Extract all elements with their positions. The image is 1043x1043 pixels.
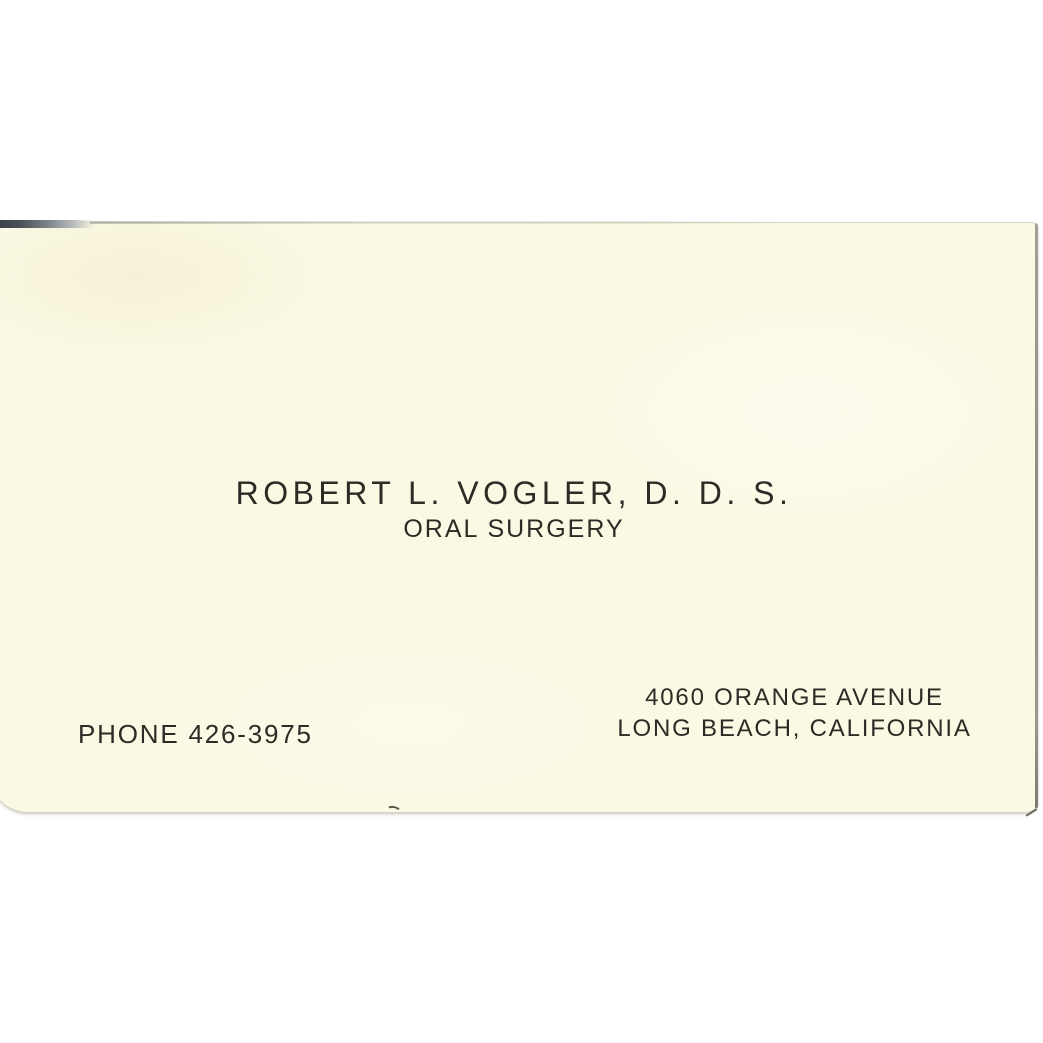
address-line-1: 4060 ORANGE AVENUE bbox=[645, 684, 944, 711]
card-top-edge bbox=[90, 221, 798, 224]
cardholder-name: ROBERT L. VOGLER, D. D. S. bbox=[235, 475, 793, 511]
scan-edge-artifact bbox=[0, 220, 94, 228]
phone-number: PHONE 426-3975 bbox=[78, 719, 313, 749]
business-card bbox=[0, 222, 1038, 812]
address-block bbox=[552, 682, 1037, 744]
bottom-right-corner-mark bbox=[1025, 808, 1037, 817]
address-line-2: LONG BEACH, CALIFORNIA bbox=[617, 715, 972, 742]
bottom-edge-nick bbox=[385, 805, 402, 817]
specialty-line: ORAL SURGERY bbox=[403, 515, 625, 543]
